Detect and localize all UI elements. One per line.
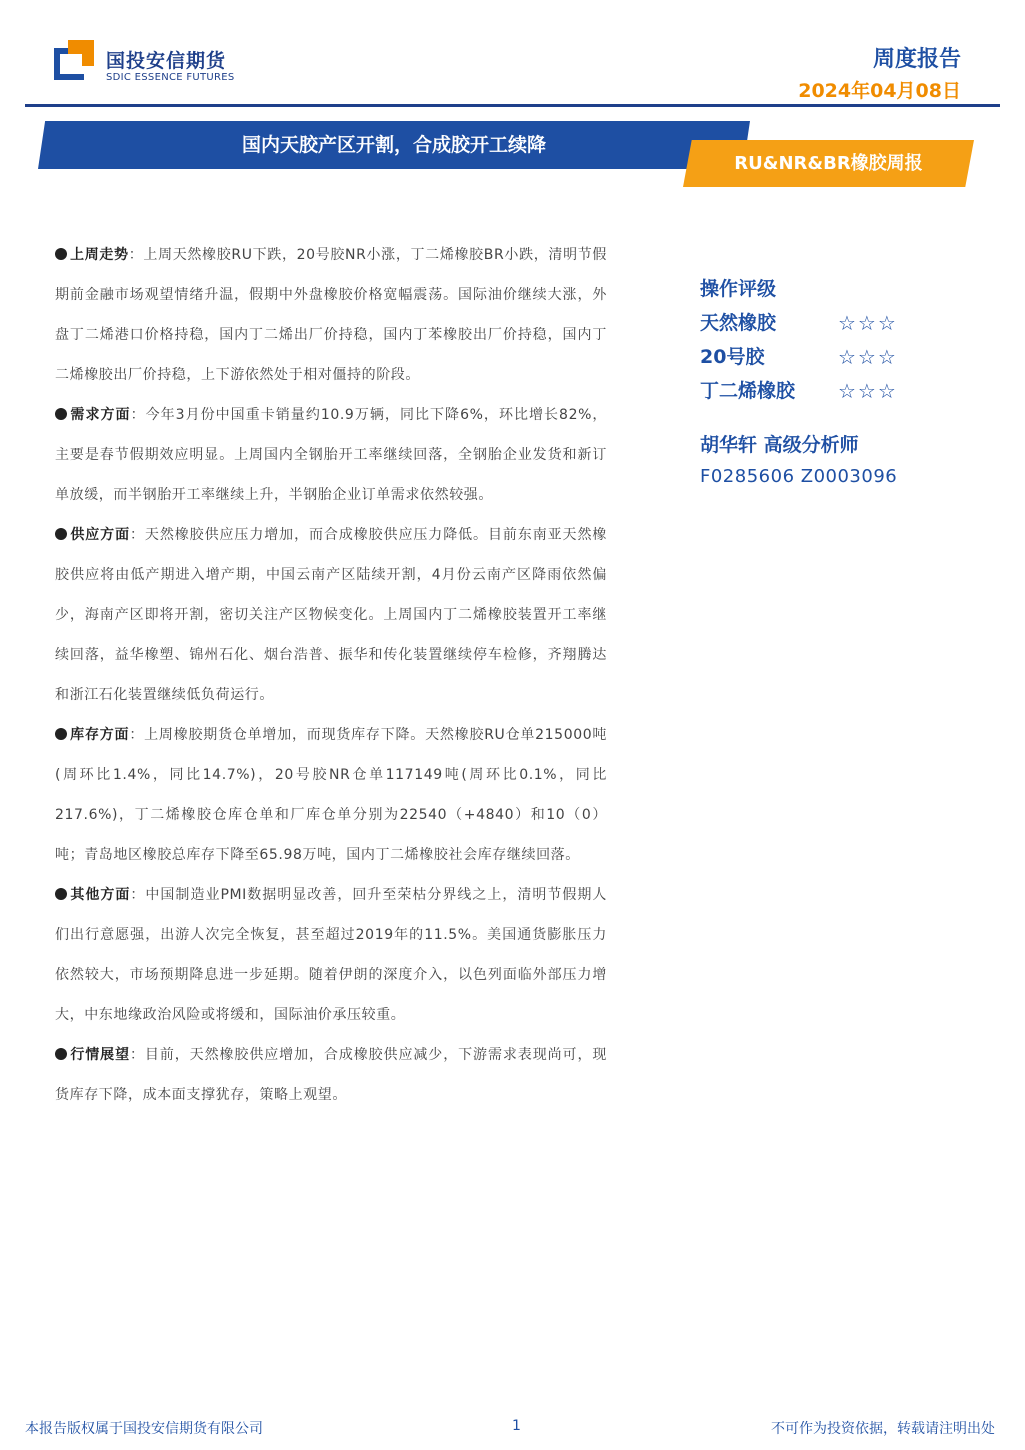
- report-title: 国内天胶产区开割，合成胶开工续降: [241, 134, 546, 156]
- section-trend: 上周走势：上周天然橡胶RU下跌，20号胶NR小涨，丁二烯橡胶BR小跌，清明节假期前金融市场观望情绪升温，假期中外盘橡胶价格宽幅震荡。国际油价继续大涨，外盘丁二烯港口价格持稳，国内丁二烯出厂价持稳，国内丁苯橡胶出厂价持稳，国内丁二烯橡胶出厂价持稳，上下游依然处于相对僵持的阶段。: [55, 247, 607, 383]
- bullet-icon: [55, 248, 67, 260]
- page-number: 1: [512, 1418, 521, 1434]
- rating-label: 20号胶: [700, 346, 765, 368]
- brand-name: 国投安信期货: [106, 50, 227, 72]
- rating-row: [700, 306, 940, 340]
- section-other: 其他方面：中国制造业PMI数据明显改善，回升至荣枯分界线之上，清明节假期人们出行意愿强，出游人次完全恢复，甚至超过2019年的11.5%。美国通货膨胀压力依然较大，市场预期降息进一步延期。随着伊朗的深度介入，以色列面临外部压力增大，中东地缘政治风险或将缓和，国际油价承压较重。: [55, 887, 607, 1023]
- rating-row: [700, 374, 940, 408]
- star-rating-icon: ☆☆☆: [838, 311, 898, 335]
- report-body: [55, 235, 607, 1115]
- star-rating-icon: ☆☆☆: [838, 379, 898, 403]
- bullet-icon: [55, 1048, 67, 1060]
- rating-row: [700, 340, 940, 374]
- bullet-icon: [55, 728, 67, 740]
- rating-panel: [700, 272, 940, 408]
- analyst-license: F0285606 Z0003096: [700, 466, 898, 487]
- footer-disclaimer: 不可作为投资依据，转载请注明出处: [771, 1421, 995, 1437]
- report-type: 周度报告: [872, 47, 961, 72]
- section-outlook: 行情展望：目前，天然橡胶供应增加，合成橡胶供应减少，下游需求表现尚可，现货库存下降，成本面支撑犹存，策略上观望。: [55, 1047, 607, 1103]
- report-tag: RU&NR&BR橡胶周报: [734, 153, 923, 174]
- section-supply: 供应方面：天然橡胶供应压力增加，而合成橡胶供应压力降低。目前东南亚天然橡胶供应将由低产期进入增产期，中国云南产区陆续开割，4月份云南产区降雨依然偏少，海南产区即将开割，密切关注产区物候变化。上周国内丁二烯橡胶装置开工率继续回落，益华橡塑、锦州石化、烟台浩普、振华和传化装置继续停车检修，齐翔腾达和浙江石化装置继续低负荷运行。: [55, 527, 607, 703]
- logo: [54, 40, 98, 84]
- section-demand: 需求方面：今年3月份中国重卡销量约10.9万辆，同比下降6%，环比增长82%，主要是春节假期效应明显。上周国内全钢胎开工率继续回落，全钢胎企业发货和新订单放缓，而半钢胎开工率继续上升，半钢胎企业订单需求依然较强。: [55, 407, 608, 503]
- star-rating-icon: ☆☆☆: [838, 345, 898, 369]
- rating-label: 丁二烯橡胶: [700, 380, 796, 402]
- report-date: 2024年04月08日: [798, 80, 961, 102]
- bullet-icon: [55, 408, 67, 420]
- footer-copyright: 本报告版权属于国投安信期货有限公司: [25, 1421, 263, 1437]
- header-divider: [25, 104, 1000, 107]
- brand-name-en: SDIC ESSENCE FUTURES: [106, 72, 235, 83]
- section-inventory: 库存方面：上周橡胶期货仓单增加，而现货库存下降。天然橡胶RU仓单215000吨(周环比1.4%，同比14.7%)，20号胶NR仓单117149吨(周环比0.1%，同比217.6%)，丁二烯橡胶仓库仓单和厂库仓单分别为22540（+4840）和10（0）吨；青岛地区橡胶总库存下降至65.98万吨，国内丁二烯橡胶社会库存继续回落。: [55, 727, 607, 863]
- analyst-name: 胡华轩 高级分析师: [700, 434, 859, 456]
- bullet-icon: [55, 888, 67, 900]
- bullet-icon: [55, 528, 67, 540]
- rating-title: 操作评级: [700, 278, 777, 300]
- rating-label: 天然橡胶: [700, 312, 777, 334]
